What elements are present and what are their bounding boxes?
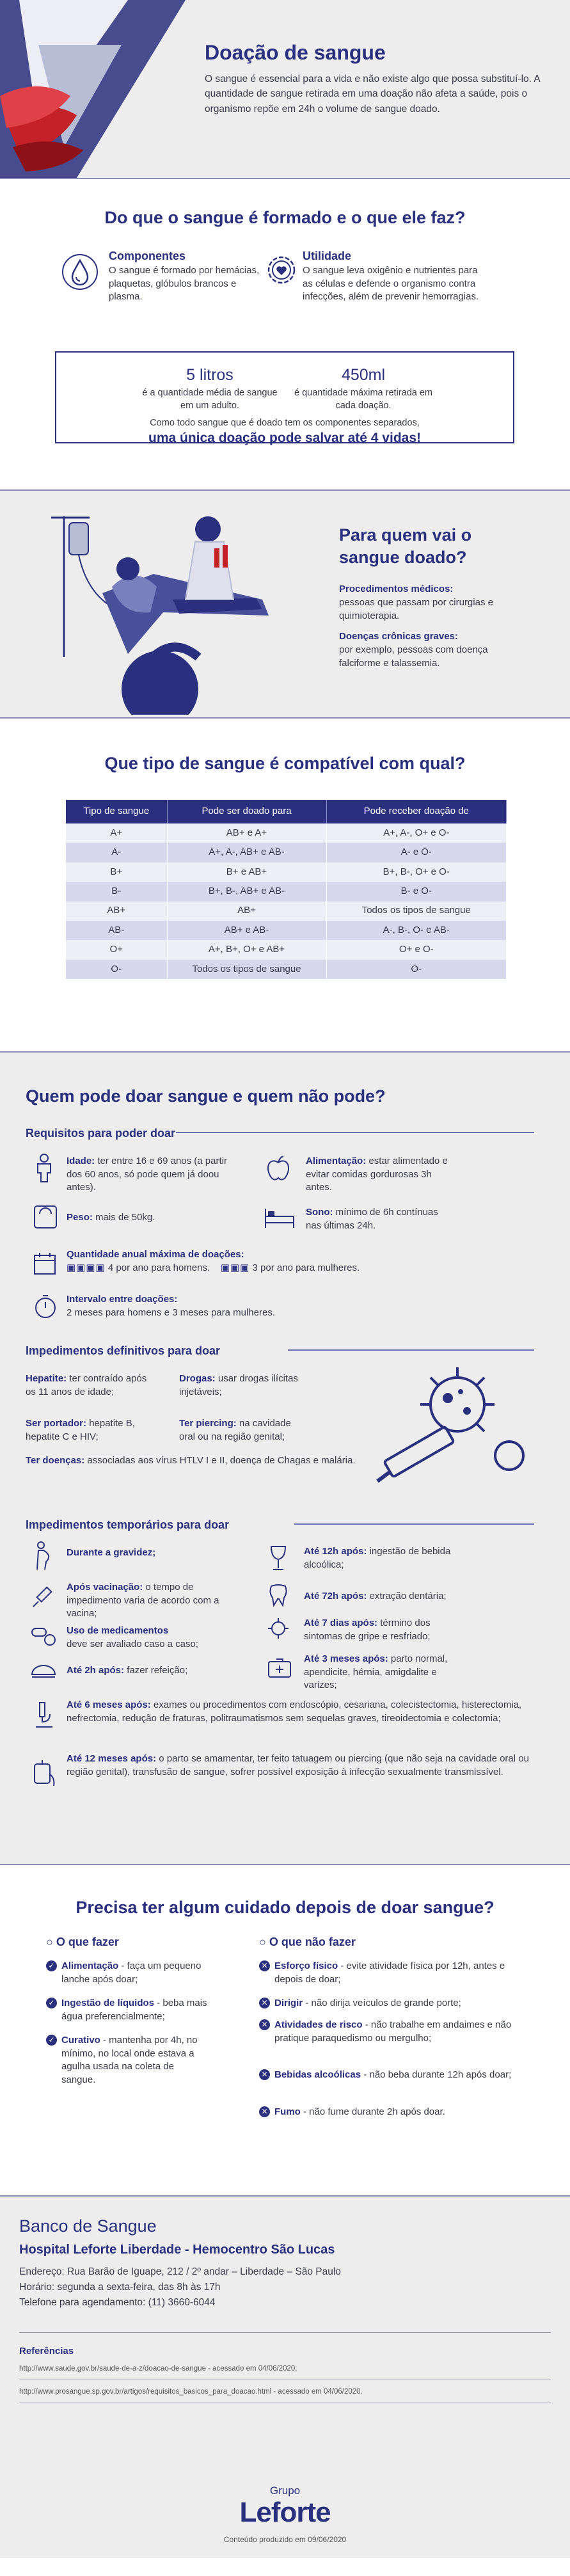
do-item: [46, 1997, 212, 2023]
check-icon: ✓: [46, 2035, 57, 2046]
dont-label: Atividades de risco: [274, 2019, 363, 2030]
table-cell: O-: [326, 960, 507, 979]
table-cell: A+, A-, AB+ e AB-: [167, 843, 326, 862]
temp-label: Uso de medicamentos: [67, 1625, 169, 1636]
table-row: [66, 843, 507, 862]
donation-chair-illustration: [51, 504, 320, 715]
temp-flu: [304, 1617, 457, 1643]
pills-icon: [31, 1625, 56, 1646]
calendar-icon: [33, 1252, 56, 1275]
imp-text: ter contraído após os 11 anos de idade;: [26, 1373, 147, 1397]
temp-text: o tempo de impedimento varia de acordo com a vacina;: [67, 1582, 219, 1619]
gear-heart-icon: [262, 251, 301, 289]
cross-icon: ✕: [259, 1998, 270, 2008]
req-label: Idade:: [67, 1156, 95, 1166]
table-header-row: [66, 800, 507, 823]
table-cell: A+: [66, 823, 167, 843]
requirement-annual: [67, 1248, 425, 1275]
table-cell: O+: [66, 940, 167, 959]
pregnancy-icon: [31, 1541, 56, 1570]
table-cell: Todos os tipos de sangue: [326, 902, 507, 921]
temp-procedures: [67, 1699, 540, 1725]
stats-note: [56, 417, 513, 448]
recipient-text: pessoas que passam por cirurgias e quimioterapia.: [339, 596, 493, 621]
imp-label: Ter piercing:: [179, 1418, 237, 1429]
req-text: mais de 50kg.: [95, 1212, 155, 1223]
table-cell: AB+ e AB-: [167, 921, 326, 940]
temp-label: Até 72h após:: [304, 1591, 367, 1602]
impediment-piercing: [179, 1417, 307, 1443]
circle-bullet-icon: ○: [259, 1936, 266, 1948]
recipient-item: [339, 583, 531, 623]
temp-text: extração dentária;: [369, 1591, 447, 1602]
divider: [19, 2332, 551, 2333]
section-title: Do que o sangue é formado e o que ele faz?: [104, 208, 466, 227]
temp-text: deve ser avaliado caso a caso;: [67, 1638, 198, 1650]
compatibility-table: [66, 800, 507, 979]
table-cell: A-: [66, 843, 167, 862]
table-header-cell: Pode receber doação de: [326, 800, 507, 823]
dont-label: Bebidas alcoólicas: [274, 2069, 361, 2080]
temp-label: Após vacinação:: [67, 1582, 143, 1593]
req-text: 2 meses para homens e 3 meses para mulheres.: [67, 1307, 275, 1318]
divider: [288, 1349, 534, 1351]
requirement-sleep: [306, 1206, 440, 1232]
temp-vaccination: [67, 1581, 220, 1621]
impediment-hepatitis: [26, 1372, 147, 1399]
table-cell: Todos os tipos de sangue: [167, 960, 326, 979]
table-cell: AB+: [167, 902, 326, 921]
bank-contact: [19, 2264, 341, 2310]
temp-twelve-months: [67, 1753, 540, 1779]
temp-meal: [67, 1664, 187, 1678]
temp-label: Até 12 meses após:: [67, 1753, 157, 1764]
bank-hours: Horário: segunda a sexta-feira, das 8h às 17h: [19, 2282, 221, 2293]
aftercare-section: [0, 1865, 570, 2195]
utility-title: Utilidade: [303, 250, 352, 262]
requirement-weight: [67, 1211, 155, 1225]
temp-text: parto normal, apendicite, hérnia, amigdalite e varizes;: [304, 1653, 448, 1691]
requirement-food: [306, 1155, 453, 1195]
stats-box: [55, 351, 514, 443]
blood-bag-illustration: [0, 0, 186, 178]
dont-text: - não beba durante 12h após doar;: [361, 2069, 512, 2080]
do-text: - mantenha por 4h, no mínimo, no local onde estava a agulha usada na coleta de sangue.: [61, 2035, 198, 2086]
virus-syringe-icon: [371, 1360, 531, 1488]
table-cell: AB-: [66, 921, 167, 940]
dont-item: [259, 2019, 521, 2045]
temp-label: Até 2h após:: [67, 1665, 125, 1676]
circle-bullet-icon: ○: [46, 1936, 53, 1948]
hero-intro: O sangue é essencial para a vida e não existe algo que possa substituí-lo. A quantidade de sangue retirada em uma doação não afeta a saúde, pois o organismo repõe em 24h o volume de sangue doado.: [205, 74, 540, 115]
check-icon: ✓: [46, 1998, 57, 2008]
do-label: Curativo: [61, 2035, 100, 2046]
references-title: Referências: [19, 2346, 74, 2357]
temp-text: fazer refeição;: [127, 1665, 188, 1676]
components-block: [109, 248, 262, 304]
temp-text: exames ou procedimentos com endoscópio, cesariana, colecistectomia, histerectomia, nefrectomia, redução de fraturas, politraumatismos sem sequelas graves, tireoidectomia e colectomia;: [67, 1699, 522, 1724]
req-label: Intervalo entre doações:: [67, 1294, 178, 1305]
temporary-impediments-title: Impedimentos temporários para doar: [26, 1518, 230, 1531]
table-header-cell: Tipo de sangue: [66, 800, 167, 823]
temp-alcohol: [304, 1545, 457, 1571]
table-row: [66, 863, 507, 882]
stats-note-text: Como todo sangue que é doado tem os componentes separados,: [150, 418, 420, 428]
req-label: Alimentação:: [306, 1156, 367, 1166]
table-row: [66, 882, 507, 901]
temp-label: Até 12h após:: [304, 1546, 367, 1557]
do-label: Ingestão de líquidos: [61, 1998, 155, 2008]
requirements-title: Requisitos para poder doar: [26, 1127, 176, 1140]
syringe-icon: [31, 1584, 56, 1609]
temp-label: Até 6 meses após:: [67, 1699, 151, 1710]
do-list-title: ○ O que fazer: [46, 1936, 119, 1948]
dont-text: - não dirija veículos de grande porte;: [303, 1998, 461, 2008]
blood-bag-icon: [31, 1759, 56, 1787]
permanent-impediments-title: Impedimentos definitivos para doar: [26, 1344, 221, 1357]
hospital-name: Hospital Leforte Liberdade - Hemocentro São Lucas: [19, 2243, 335, 2257]
imp-label: Ter doenças:: [26, 1455, 85, 1466]
blood-bag-icons-men: ▣▣▣▣: [67, 1262, 106, 1273]
recipient-label: Procedimentos médicos:: [339, 584, 454, 595]
footer-note: Conteúdo produzido em 09/06/2020: [223, 2535, 347, 2544]
bank-address: Endereço: Rua Barão de Iguape, 212 / 2º andar – Liberdade – São Paulo: [19, 2266, 341, 2277]
components-title: Componentes: [109, 250, 186, 262]
section-title: Precisa ter algum cuidado depois de doar sangue?: [75, 1898, 495, 1917]
dont-item: [259, 2106, 521, 2119]
scale-icon: [33, 1205, 58, 1229]
recipients-content: [339, 524, 531, 678]
reference-link[interactable]: http://www.prosangue.sp.gov.br/artigos/requisitos_basicos_para_doacao.html - acessado em 04/06/2020.: [19, 2388, 363, 2396]
imp-label: Hepatite:: [26, 1373, 67, 1384]
table-cell: A- e O-: [326, 843, 507, 862]
table-cell: AB+: [66, 902, 167, 921]
requirement-interval: [67, 1293, 425, 1319]
reference-link[interactable]: http://www.saude.gov.br/saude-de-a-z/doacao-de-sangue - acessado em 04/06/2020;: [19, 2365, 297, 2373]
imp-text: usar drogas ilícitas injetáveis;: [179, 1373, 298, 1397]
recipient-label: Doenças crônicas graves:: [339, 631, 458, 642]
meal-icon: [31, 1660, 56, 1683]
do-label: Alimentação: [61, 1960, 119, 1971]
temp-text: o parto se amamentar, ter feito tatuagem ou piercing (que não seja na cavidade oral ou região genital), transfusão de sangue, sofrer possível exposição à infecção sexualmente transmissível.: [67, 1753, 529, 1777]
do-item: [46, 2034, 200, 2087]
dont-item: [259, 1997, 528, 2010]
table-cell: B+: [66, 863, 167, 882]
stopwatch-icon: [33, 1294, 58, 1319]
cross-icon: ✕: [259, 2019, 270, 2030]
blood-composition-section: [0, 179, 570, 489]
stats-note-highlight: uma única doação pode salvar até 4 vidas!: [148, 431, 421, 445]
stat-value: 5 litros: [186, 366, 234, 384]
requirement-age: [67, 1155, 239, 1195]
req-text-women: 3 por ano para mulheres.: [252, 1262, 360, 1273]
table-cell: A+, A-, O+ e O-: [326, 823, 507, 843]
bank-title: Banco de Sangue: [19, 2216, 157, 2236]
cross-icon: ✕: [259, 1960, 270, 1971]
logo-group-text: Grupo: [269, 2485, 301, 2497]
req-label: Quantidade anual máxima de doações:: [67, 1249, 244, 1260]
table-cell: A+, B+, O+ e AB+: [167, 940, 326, 959]
req-label: Peso:: [67, 1212, 93, 1223]
temp-label: Até 7 dias após:: [304, 1618, 378, 1628]
table-header-cell: Pode ser doado para: [167, 800, 326, 823]
table-cell: B-: [66, 882, 167, 901]
imp-text: hepatite B, hepatite C e HIV;: [26, 1418, 135, 1442]
stat-value: 450ml: [341, 366, 386, 384]
req-text: ter entre 16 e 69 anos (a partir dos 60 anos, só pode quem já doou antes).: [67, 1156, 227, 1193]
bed-icon: [264, 1207, 295, 1229]
temp-pregnancy: Durante a gravidez;: [67, 1547, 156, 1558]
compatibility-section: [0, 719, 570, 1051]
hero-section: [0, 0, 570, 178]
cross-icon: ✕: [259, 2069, 270, 2080]
blood-bank-section: [0, 2197, 570, 2558]
section-title: Que tipo de sangue é compatível com qual?: [104, 754, 466, 773]
utility-block: [303, 248, 482, 304]
do-text: - beba mais água preferencialmente;: [61, 1998, 207, 2022]
stat-text: é a quantidade média de sangue em um adulto.: [142, 387, 278, 411]
first-aid-icon: [267, 1658, 292, 1678]
table-row: [66, 940, 507, 959]
temp-dental: [304, 1590, 447, 1603]
imp-text: na cavidade oral ou na região genital;: [179, 1418, 291, 1442]
dont-text: - evite atividade física por 12h, antes e depois de doar;: [274, 1960, 505, 1985]
table-row: [66, 921, 507, 940]
dont-label: Dirigir: [274, 1998, 303, 2008]
leforte-logo: Leforte: [239, 2497, 331, 2528]
dont-text: - não trabalhe em andaimes e não pratique paraquedismo ou mergulho;: [274, 2019, 512, 2044]
table-row: [66, 902, 507, 921]
req-text-men: 4 por ano para homens.: [107, 1262, 210, 1273]
table-cell: AB+ e A+: [167, 823, 326, 843]
impediment-carrier: [26, 1417, 154, 1443]
dont-list-title: ○ O que não fazer: [259, 1936, 356, 1948]
table-cell: B- e O-: [326, 882, 507, 901]
dont-item: [259, 2069, 521, 2082]
recipient-text: por exemplo, pessoas com doença falciforme e talassemia.: [339, 644, 488, 669]
eligibility-section: [0, 1053, 570, 1864]
page-title: Doação de sangue: [205, 41, 386, 64]
dont-label: Fumo: [274, 2106, 301, 2117]
wine-glass-icon: [267, 1545, 289, 1571]
table-row: [66, 823, 507, 843]
req-text: mínimo de 6h contínuas nas últimas 24h.: [306, 1207, 438, 1231]
imp-text: associadas aos vírus HTLV I e II, doença de Chagas e malária.: [87, 1455, 356, 1466]
imp-label: Ser portador:: [26, 1418, 87, 1429]
temp-label: Até 3 meses após:: [304, 1653, 388, 1664]
cross-icon: ✕: [259, 2106, 270, 2117]
divider: [294, 1523, 534, 1525]
impediment-diseases: [26, 1454, 358, 1468]
temp-medication: [67, 1625, 220, 1651]
do-text: - faça um pequeno lanche após doar;: [61, 1960, 202, 1985]
apple-icon: [265, 1155, 291, 1182]
do-item: [46, 1960, 212, 1986]
temp-surgery: [304, 1653, 457, 1692]
req-text: estar alimentado e evitar comidas gordurosas 3h antes.: [306, 1156, 448, 1193]
req-label: Sono:: [306, 1207, 333, 1218]
tooth-icon: [267, 1584, 289, 1607]
table-cell: O-: [66, 960, 167, 979]
virus-icon: [267, 1616, 289, 1641]
table-cell: A-, B-, O- e AB-: [326, 921, 507, 940]
bank-phone: Telefone para agendamento: (11) 3660-6044: [19, 2297, 216, 2309]
recipients-section: [0, 491, 570, 717]
imp-label: Drogas:: [179, 1373, 216, 1384]
divider: [176, 1132, 534, 1133]
dont-item: [259, 1960, 528, 1986]
stat-blood-volume: [139, 364, 280, 412]
microscope-icon: [31, 1701, 56, 1729]
stat-text: é quantidade máxima retirada em cada doação.: [294, 387, 432, 411]
recipients-title: Para quem vai o sangue doado?: [339, 525, 472, 568]
temp-text: ingestão de bebida alcoólica;: [304, 1546, 451, 1570]
person-icon: [33, 1154, 55, 1183]
dont-text: - não fume durante 2h após doar.: [300, 2106, 445, 2117]
table-cell: B+, B-, AB+ e AB-: [167, 882, 326, 901]
table-cell: B+ e AB+: [167, 863, 326, 882]
utility-text: O sangue leva oxigênio e nutrientes para as células e defende o organismo contra infecções, além de prevenir hemorragias.: [303, 264, 479, 303]
recipient-item: [339, 630, 531, 670]
table-cell: O+ e O-: [326, 940, 507, 959]
components-text: O sangue é formado por hemácias, plaquetas, glóbulos brancos e plasma.: [109, 264, 260, 303]
blood-bag-icons-women: ▣▣▣: [220, 1262, 250, 1273]
stat-donation-volume: [287, 364, 440, 412]
check-icon: ✓: [46, 1960, 57, 1971]
section-title: Quem pode doar sangue e quem não pode?: [26, 1086, 386, 1106]
table-cell: B+, B-, O+ e O-: [326, 863, 507, 882]
blood-drop-icon: [61, 253, 99, 291]
impediment-drugs: [179, 1372, 307, 1399]
dont-label: Esforço físico: [274, 1960, 338, 1971]
temp-text: término dos sintomas de gripe e resfriado;: [304, 1618, 431, 1642]
table-row: [66, 960, 507, 979]
